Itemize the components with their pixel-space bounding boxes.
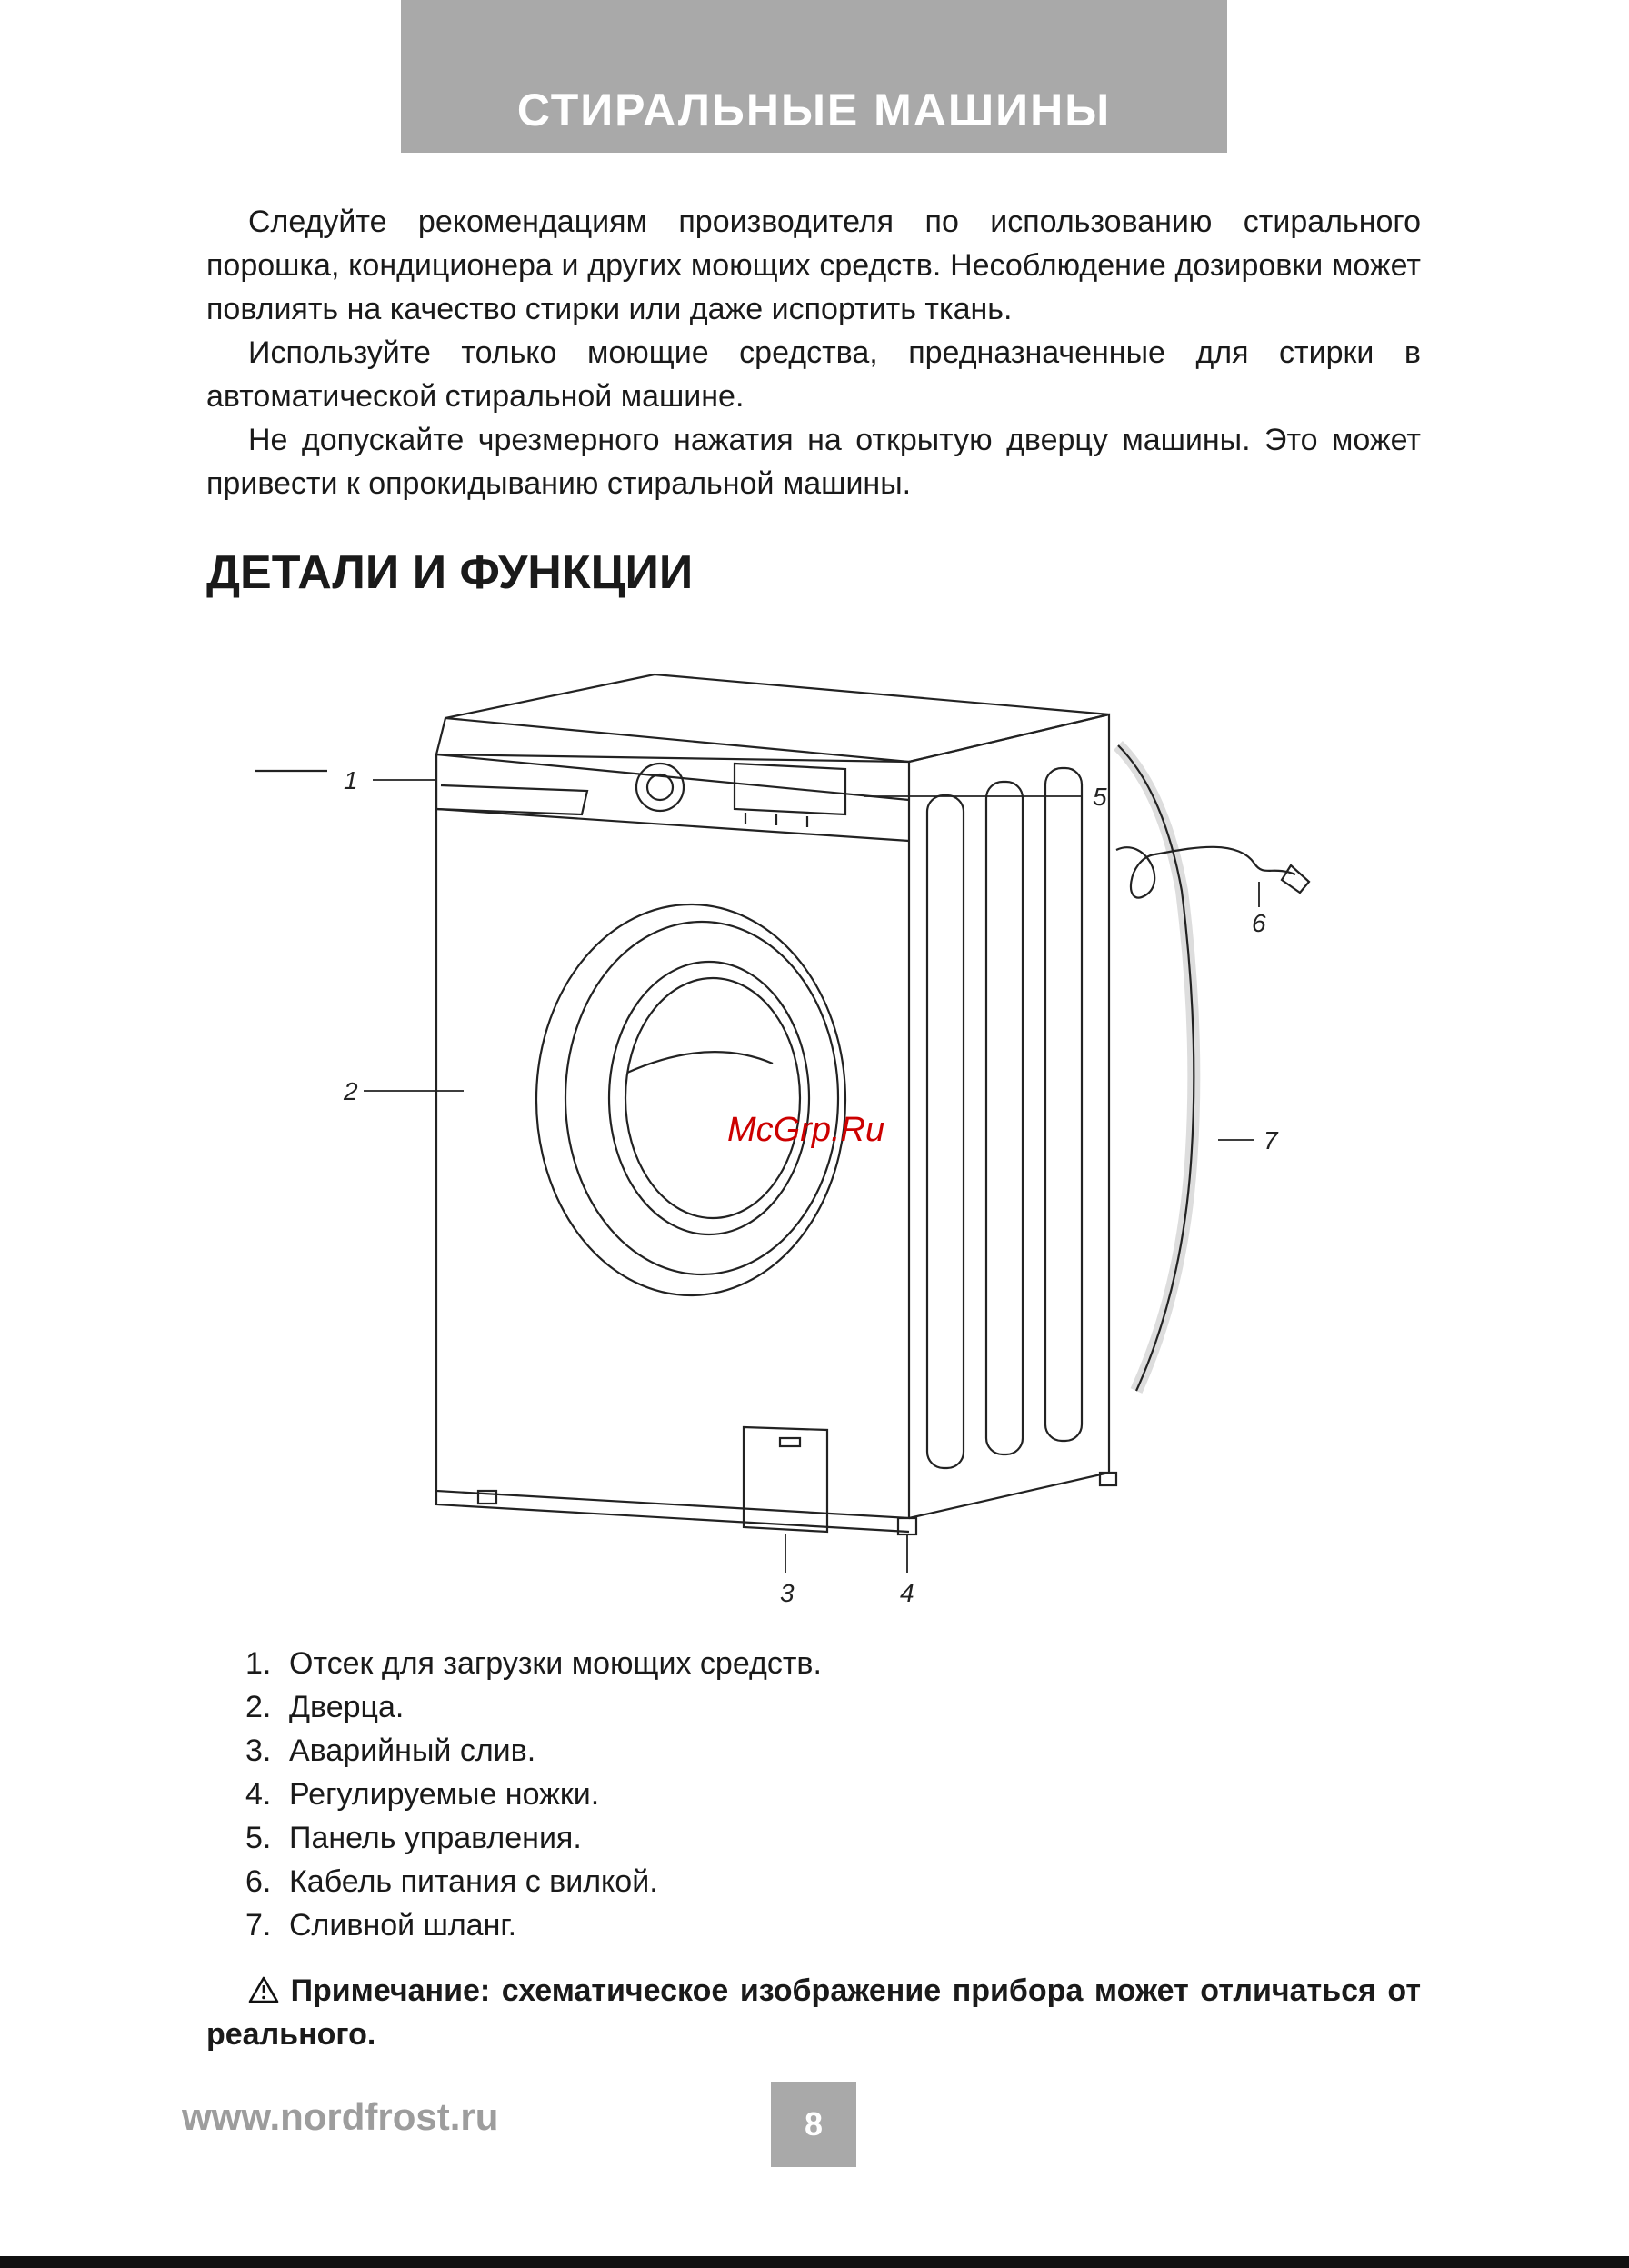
callout-2: 2 — [344, 1077, 358, 1105]
list-item: 2. Дверца. — [245, 1690, 405, 1724]
parts-list — [245, 1642, 822, 1947]
header-band — [401, 0, 1227, 153]
list-item: 6. Кабель питания с вилкой. — [245, 1864, 658, 1899]
list-item: 5. Панель управления. — [245, 1821, 582, 1855]
warning-icon — [248, 1976, 279, 2003]
list-item: 1. Отсек для загрузки моющих средств. — [245, 1646, 822, 1681]
callout-3: 3 — [780, 1579, 795, 1607]
page-number: 8 — [771, 2082, 856, 2167]
paragraph-2: Используйте только моющие средства, предназначенные для стирки в автоматической стиральной машине. — [206, 335, 1421, 414]
paragraph-3: Не допускайте чрезмерного нажатия на открытую дверцу машины. Это может привести к опрокидыванию стиральной машины. — [206, 423, 1421, 501]
callout-7: 7 — [1264, 1126, 1278, 1154]
callout-5: 5 — [1093, 783, 1107, 811]
note-text: Примечание: схематическое изображение прибора может отличаться от реального. — [206, 1973, 1421, 2052]
list-item: 3. Аварийный слив. — [245, 1733, 536, 1768]
section-title: ДЕТАЛИ И ФУНКЦИИ — [206, 546, 694, 599]
callout-4: 4 — [900, 1579, 914, 1607]
bottom-rule — [0, 2256, 1629, 2268]
header-title: СТИРАЛЬНЫЕ МАШИНЫ — [516, 85, 1112, 135]
list-item: 7. Сливной шланг. — [245, 1908, 517, 1943]
callout-6: 6 — [1252, 909, 1266, 937]
watermark-text: McGrp.Ru — [727, 1111, 885, 1149]
list-item: 4. Регулируемые ножки. — [245, 1777, 600, 1812]
note — [206, 1969, 1421, 2056]
callout-1: 1 — [344, 766, 358, 794]
footer-url: www.nordfrost.ru — [182, 2095, 499, 2138]
paragraph-1: Следуйте рекомендациям производителя по использованию стирального порошка, кондиционера и других моющих средств. Несоблюдение дозировки может повлиять на качество стирки или даже испортить ткань. — [206, 205, 1421, 326]
